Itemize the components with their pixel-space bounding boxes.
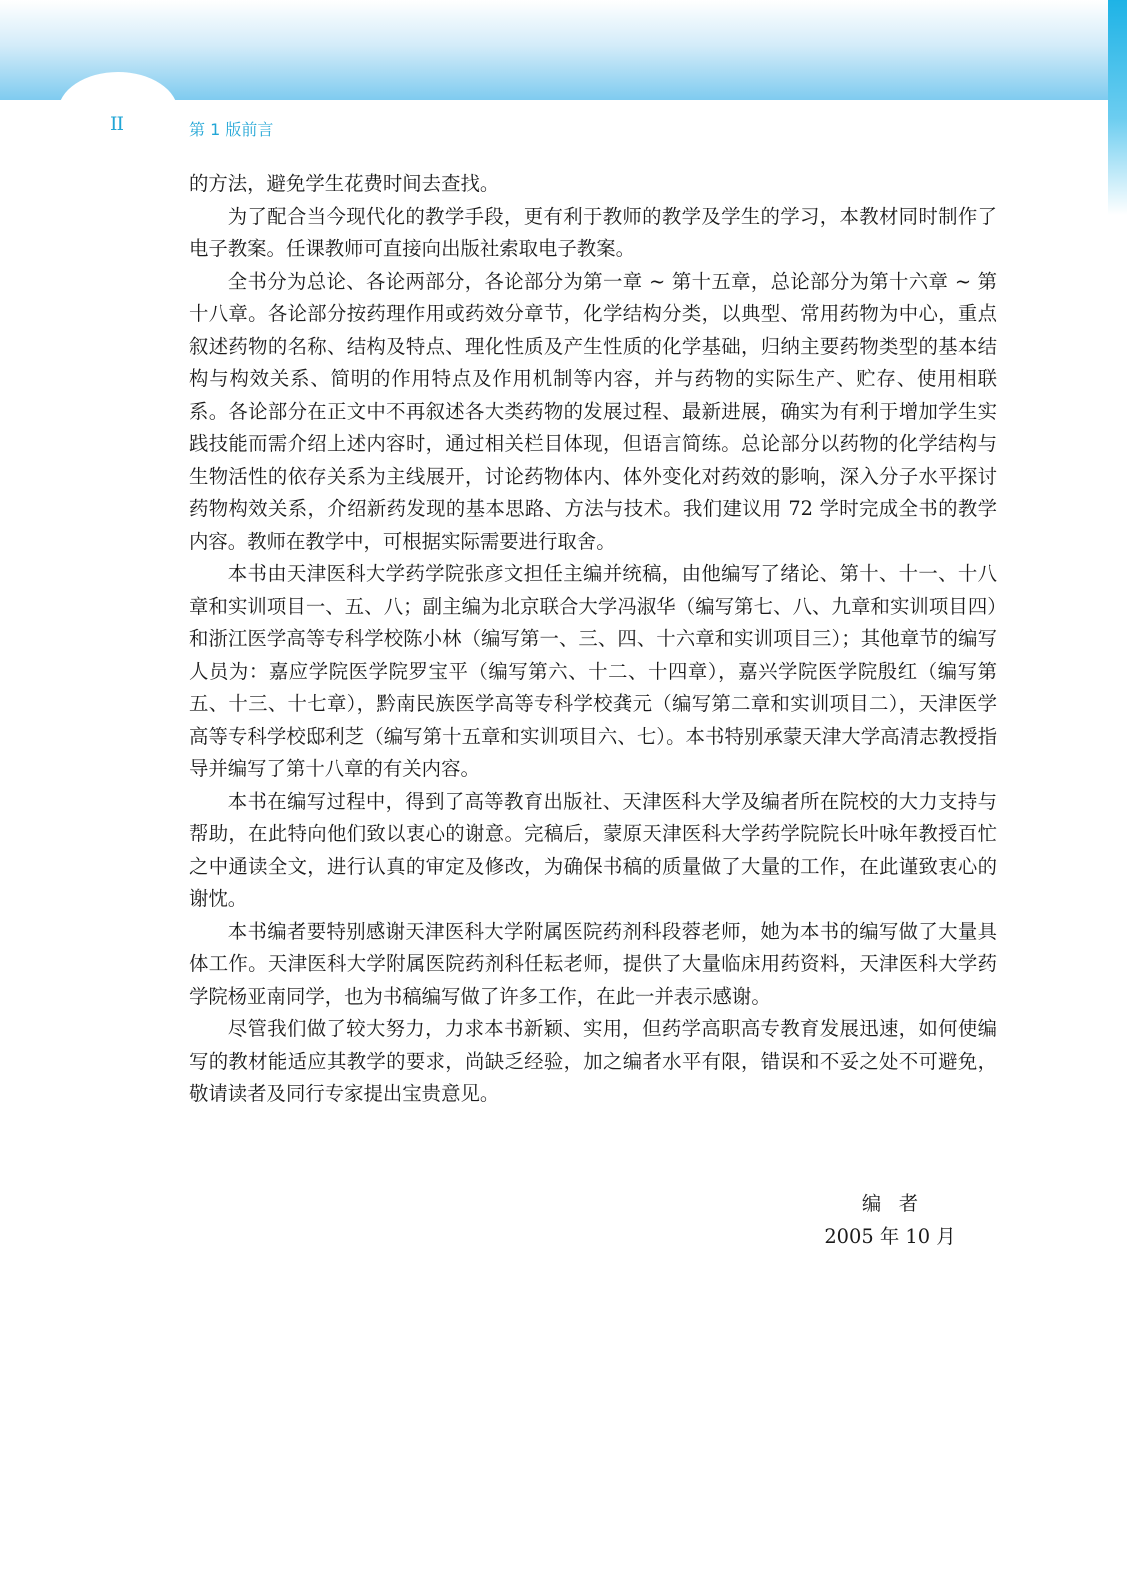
paragraph-acknowledgement-institutions: 本书在编写过程中，得到了高等教育出版社、天津医科大学及编者所在院校的大力支持与帮助，在此特向他们致以衷心的谢意。完稿后，蒙原天津医科大学药学院院长叶咏年教授百忙之中通读全文，进行认真的审定及修改，为确保书稿的质量做了大量的工作，在此谨致衷心的谢忱。: [189, 789, 997, 910]
signature-date: 2005 年 10 月: [824, 1225, 956, 1248]
paragraph-teaching-materials: 为了配合当今现代化的教学手段，更有利于教师的教学及学生的学习，本教材同时制作了电子教案。任课教师可直接向出版社索取电子教案。: [189, 204, 997, 260]
paragraph-book-structure: 全书分为总论、各论两部分，各论部分为第一章 ~ 第十五章，总论部分为第十六章 ~ 第十八章。各论部分按药理作用或药效分章节，化学结构分类，以典型、常用药物为中心，重点叙述药物的名称、结构及特点、理化性质及产生性质的化学基础，归纳主要药物类型的基本结构与构效关系、简明的作用特点及作用机制等内容，并与药物的实际生产、贮存、使用相联系。各论部分在正文中不再叙述各大类药物的发展过程、最新进展，确实为有利于增加学生实践技能而需介绍上述内容时，通过相关栏目体现，但语言简练。总论部分以药物的化学结构与生物活性的依存关系为主线展开，讨论药物体内、体外变化对药效的影响，深入分子水平探讨药物构效关系，介绍新药发现的基本思路、方法与技术。我们建议用 72 学时完成全书的教学内容。教师在教学中，可根据实际需要进行取舍。: [189, 269, 997, 553]
side-color-strip: [1108, 0, 1127, 215]
paragraph-acknowledgement-individuals: 本书编者要特别感谢天津医科大学附属医院药剂科段蓉老师，她为本书的编写做了大量具体工作。天津医科大学附属医院药剂科任耘老师，提供了大量临床用药资料，天津医科大学药学院杨亚南同学，也为书稿编写做了许多工作，在此一并表示感谢。: [189, 919, 997, 1008]
signature-block: [820, 1187, 960, 1253]
page-number: II: [110, 113, 124, 135]
signature-author: 编者: [861, 1192, 936, 1215]
paragraph-continued: 的方法，避免学生花费时间去查找。: [189, 172, 500, 195]
header-band: [0, 0, 1108, 100]
paragraph-closing: 尽管我们做了较大努力，力求本书新颖、实用，但药学高职高专教育发展迅速，如何使编写的教材能适应其教学的要求，尚缺乏经验，加之编者水平有限，错误和不妥之处不可避免，敬请读者及同行专家提出宝贵意见。: [189, 1017, 997, 1105]
preface-body: [189, 168, 997, 1111]
paragraph-authors: 本书由天津医科大学药学院张彦文担任主编并统稿，由他编写了绪论、第十、十一、十八章和实训项目一、五、八；副主编为北京联合大学冯淑华（编写第七、八、九章和实训项目四）和浙江医学高等专科学校陈小林（编写第一、三、四、十六章和实训项目三）；其他章节的编写人员为：嘉应学院医学院罗宝平（编写第六、十二、十四章），嘉兴学院医学院殷红（编写第五、十三、十七章），黔南民族医学高等专科学校龚元（编写第二章和实训项目二），天津医学高等专科学校邸利芝（编写第十五章和实训项目六、七）。本书特别承蒙天津大学高清志教授指导并编写了第十八章的有关内容。: [189, 562, 997, 780]
running-head: 第 1 版前言: [189, 120, 274, 139]
